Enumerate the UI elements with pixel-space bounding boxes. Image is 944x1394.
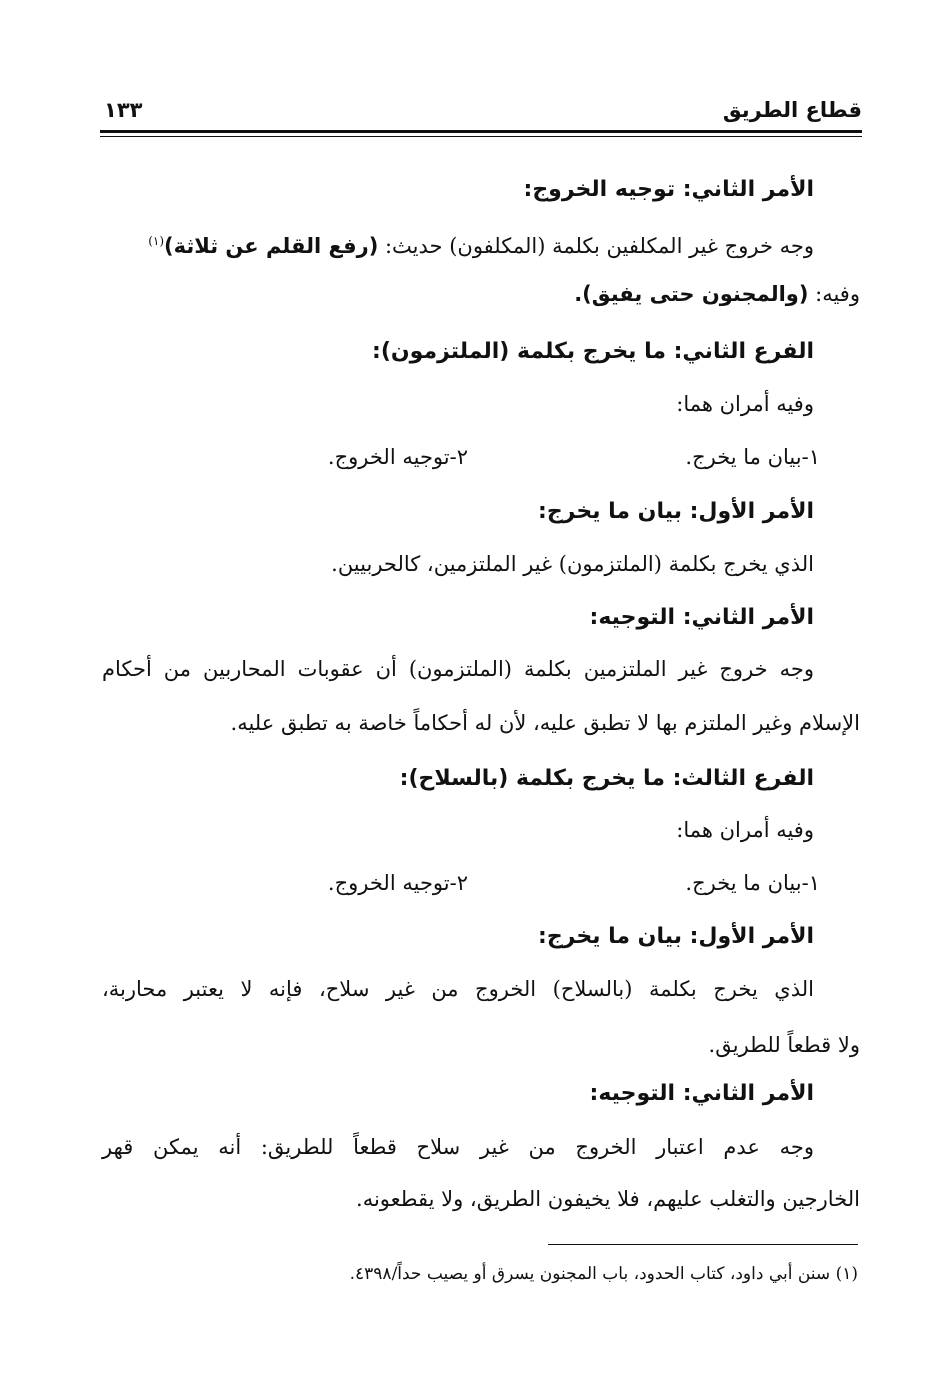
paragraph-line	[102, 279, 860, 309]
running-title: قطاع الطريق	[722, 98, 862, 122]
paragraph-line: وفيه أمران هما:	[676, 392, 814, 416]
paragraph-text: وجه خروج غير المكلفين بكلمة (المكلفون) حديث:	[384, 234, 814, 258]
heading-branch-three: الفرع الثالث: ما يخرج بكلمة (بالسلاح):	[399, 766, 814, 791]
footnote-ref: (١)	[148, 234, 165, 248]
heading-first-matter: الأمر الأول: بيان ما يخرج:	[538, 924, 814, 949]
heading-second-matter: الأمر الثاني: التوجيه:	[589, 1081, 814, 1106]
paragraph-line: وجه عدم اعتبار الخروج من غير سلاح قطعاً للطريق: أنه يمكن قهر	[102, 1135, 814, 1159]
list-item: ٢-توجيه الخروج.	[327, 445, 468, 469]
heading-branch-two: الفرع الثاني: ما يخرج بكلمة (الملتزمون):	[372, 339, 814, 364]
heading-second-matter: الأمر الثاني: التوجيه:	[589, 605, 814, 630]
paragraph-line	[102, 226, 860, 261]
body-text	[102, 0, 860, 1240]
list-item: ١-بيان ما يخرج.	[685, 871, 820, 895]
paragraph-line: الإسلام وغير الملتزم بها لا تطبق عليه، لأن له أحكاماً خاصة به تطبق عليه.	[230, 711, 860, 735]
list-two-items	[102, 868, 860, 898]
page-number: ١٣٣	[104, 98, 143, 122]
footnote-rule	[548, 1244, 858, 1245]
list-two-items	[102, 442, 860, 472]
paragraph-line: وجه خروج غير الملتزمين بكلمة (الملتزمون) أن عقوبات المحاربين من أحكام	[102, 657, 814, 681]
paragraph-line: الذي يخرج بكلمة (بالسلاح) الخروج من غير سلاح، فإنه لا يعتبر محاربة،	[102, 977, 814, 1001]
heading-first-matter: الأمر الأول: بيان ما يخرج:	[538, 499, 814, 524]
paragraph-text: وفيه:	[815, 282, 860, 306]
paragraph-line: ولا قطعاً للطريق.	[708, 1033, 860, 1057]
footnote: (١) سنن أبي داود، كتاب الحدود، باب المجنون يسرق أو يصيب حداً/٤٣٩٨.	[349, 1264, 858, 1284]
paragraph-line: وفيه أمران هما:	[676, 818, 814, 842]
paragraph-line: الخارجين والتغلب عليهم، فلا يخيفون الطريق، ولا يقطعونه.	[356, 1187, 860, 1211]
paragraph-line: الذي يخرج بكلمة (الملتزمون) غير الملتزمين، كالحربيين.	[331, 552, 814, 576]
hadith-quote: (رفع القلم عن ثلاثة)	[164, 234, 379, 258]
list-item: ١-بيان ما يخرج.	[685, 445, 820, 469]
heading-second-matter: الأمر الثاني: توجيه الخروج:	[523, 177, 814, 202]
list-item: ٢-توجيه الخروج.	[327, 871, 468, 895]
hadith-quote: (والمجنون حتى يفيق).	[574, 282, 809, 306]
